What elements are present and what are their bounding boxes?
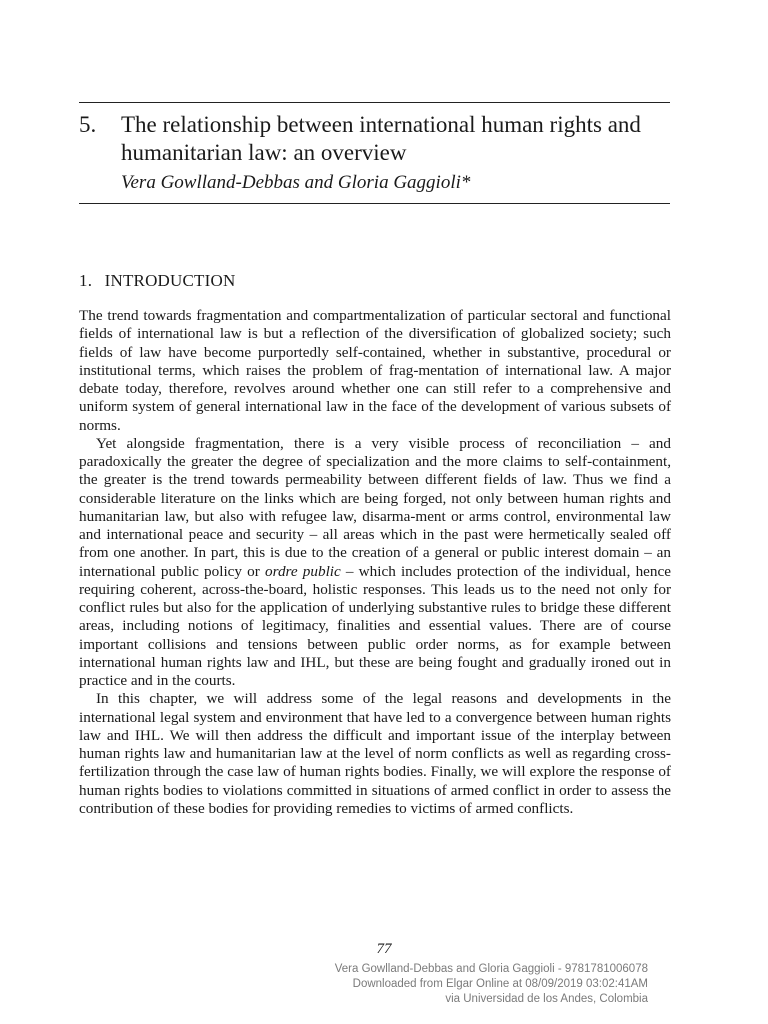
chapter-title: The relationship between international human rights and humanitarian law: an overview [121, 112, 641, 165]
paragraph-2-part-1: Yet alongside fragmentation, there is a very visible process of reconciliation – and paradoxically the greater the degree of specialization and the more claims to self-containment, the greater is the trend towards permeability between different fields of law. Thus we find a considerable literature on the links which are being forged, not only between human rights and humanitarian law, but also with refugee law, disarma-ment or arms control, environmental law and international peace and security – all areas which in the past were hermetically sealed off from one another. In part, this is due to the creation of a general or public interest domain – an international public policy or [79, 434, 671, 580]
chapter-authors: Vera Gowlland-Debbas and Gloria Gaggioli* [121, 172, 471, 193]
section-number: 1. [79, 271, 93, 290]
section-title: INTRODUCTION [104, 271, 236, 290]
paragraph-3: In this chapter, we will address some of the legal reasons and developments in the international legal system and environment that have led to a convergence between human rights law and IHL. We will then address the difficult and important issue of the interplay between human rights law and humanitarian law at the level of norm conflicts as well as regarding cross-fertilization through the case law of human rights bodies. Finally, we will explore the response of human rights bodies to violations committed in situations of armed conflict in order to assess the contribution of these bodies for providing remedies to victims of armed conflicts. [79, 690, 671, 817]
footer-line-2: Downloaded from Elgar Online at 08/09/2019 03:02:41AM [352, 978, 648, 990]
paragraph-1: The trend towards fragmentation and compartmentalization of particular sectoral and functional fields of international law is but a reflection of the diversification of globalized society; such fields of law have become purportedly self-contained, whether in substantive, procedural or institutional terms, which raises the problem of frag-mentation of international law. A major debate today, therefore, revolves around whether one can still refer to a comprehensive and uniform system of general international law in the face of the development of various subsets of norms. [79, 307, 671, 434]
paragraph-2-italic-term: ordre public [265, 562, 341, 580]
body-text [79, 307, 671, 818]
footer-line-3: via Universidad de los Andes, Colombia [445, 993, 648, 1005]
download-footer [335, 962, 648, 1007]
footer-line-1: Vera Gowlland-Debbas and Gloria Gaggioli - 9781781006078 [334, 963, 648, 975]
top-rule [79, 102, 670, 103]
chapter-number: 5. [79, 112, 97, 137]
page-number: 77 [376, 941, 392, 957]
section-heading [79, 270, 235, 292]
bottom-rule [79, 203, 670, 204]
paragraph-2-part-2: – which includes protection of the individual, hence requiring coherent, across-the-board, holistic responses. This leads us to the need not only for conflict rules but also for the application of underlying substantive rules to bridge these different areas, including notions of legitimacy, finalities and essential values. There are of course important collisions and tensions between public order norms, as for example between international human rights law and IHL, but these are being fought and gradually ironed out in practice and in the courts. [79, 562, 671, 689]
paragraph-2 [79, 435, 671, 691]
